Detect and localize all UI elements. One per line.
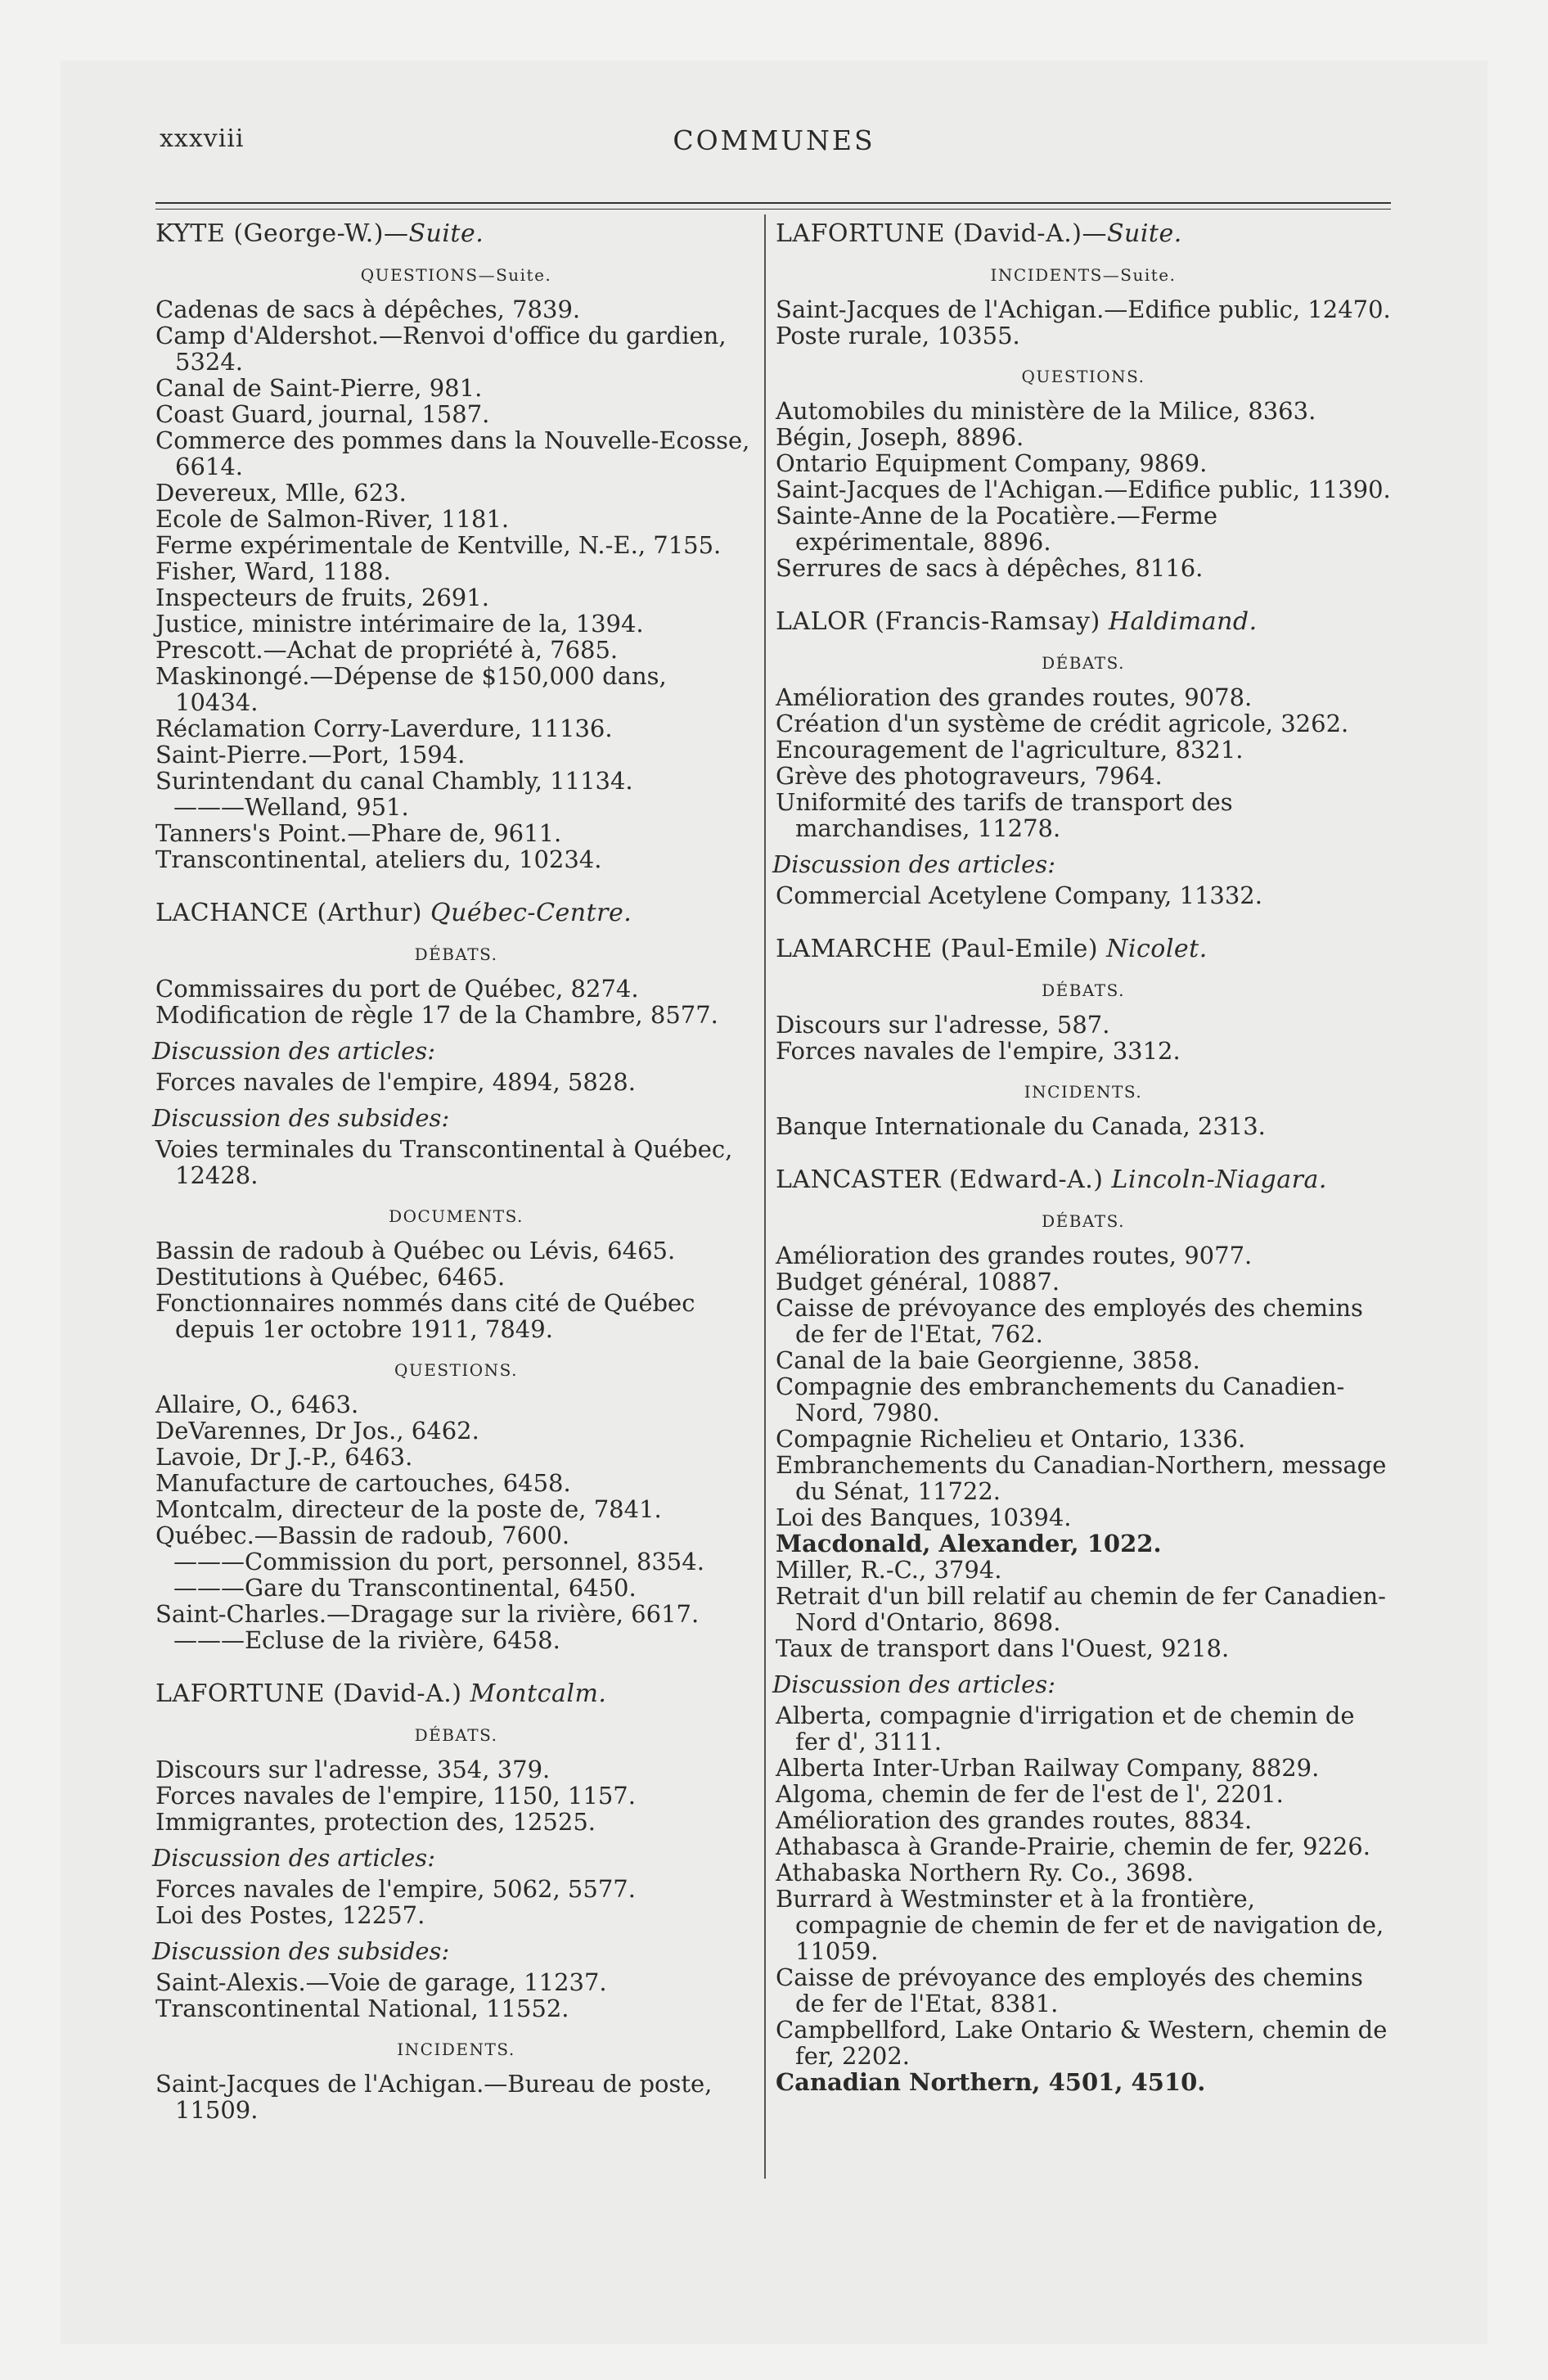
index-entry: Amélioration des grandes routes, 9077. (776, 1242, 1253, 1269)
member-name-text: LAFORTUNE (David-A.) (155, 1679, 470, 1708)
member-name (155, 1681, 757, 1707)
index-subentry: ———Welland, 951. (173, 793, 409, 821)
index-entry: Grève des photograveurs, 7964. (776, 762, 1163, 790)
header-rule (155, 202, 1391, 204)
section-heading: QUESTIONS—Suite. (360, 265, 552, 285)
index-entry: Allaire, O., 6463. (155, 1391, 359, 1418)
index-entry: Inspecteurs de fruits, 2691. (155, 584, 489, 611)
index-entry: Canal de Saint-Pierre, 981. (155, 374, 483, 402)
index-entry: Fonctionnaires nommés dans cité de Québec depuis 1er octobre 1911, 7849. (155, 1289, 695, 1343)
index-entry: Miller, R.-C., 3794. (776, 1556, 1002, 1584)
index-entry: Commercial Acetylene Company, 11332. (776, 881, 1262, 909)
member-name (155, 900, 757, 926)
index-entry: Forces navales de l'empire, 3312. (776, 1037, 1181, 1065)
index-entry: Alberta Inter-Urban Railway Company, 8829. (776, 1754, 1320, 1782)
index-entry: Automobiles du ministère de la Milice, 8363. (776, 397, 1316, 425)
index-entry: Fisher, Ward, 1188. (155, 557, 391, 585)
section-heading: DÉBATS. (1042, 980, 1125, 1000)
index-entry: Forces navales de l'empire, 1150, 1157. (155, 1782, 636, 1810)
index-entry: Canadian Northern, 4501, 4510. (776, 2068, 1206, 2096)
index-entry: Québec.—Bassin de radoub, 7600. (155, 1521, 570, 1549)
index-entry: Ecole de Salmon-River, 1181. (155, 505, 510, 533)
index-entry: Commissaires du port de Québec, 8274. (155, 975, 639, 1003)
member-name-text: LALOR (Francis-Ramsay) (776, 607, 1109, 636)
index-entry: Saint-Jacques de l'Achigan.—Edifice public, 12470. (776, 295, 1391, 323)
index-entry: Compagnie Richelieu et Ontario, 1336. (776, 1425, 1246, 1453)
member-riding: Haldimand. (1108, 607, 1258, 636)
index-entry: Athabasca à Grande-Prairie, chemin de fer, 9226. (776, 1832, 1370, 1860)
page-title: COMMUNES (673, 124, 875, 156)
index-subentry: ———Gare du Transcontinental, 6450. (173, 1574, 637, 1602)
member-riding: Québec-Centre. (430, 899, 632, 927)
index-entry: Bégin, Joseph, 8896. (776, 423, 1024, 451)
index-entry: Forces navales de l'empire, 5062, 5577. (155, 1875, 636, 1903)
page-number: xxxviii (160, 124, 245, 153)
index-entry: Campbellford, Lake Ontario & Western, chemin de fer, 2202. (776, 2016, 1388, 2070)
index-entry: Taux de transport dans l'Ouest, 9218. (776, 1634, 1230, 1662)
index-entry: Devereux, Mlle, 623. (155, 479, 407, 507)
index-entry: Caisse de prévoyance des employés des chemins de fer de l'Etat, 8381. (776, 1963, 1363, 2017)
index-entry: Surintendant du canal Chambly, 11134. (155, 767, 633, 795)
index-entry: Retrait d'un bill relatif au chemin de fer Canadien-Nord d'Ontario, 8698. (776, 1582, 1386, 1636)
index-entry: DeVarennes, Dr Jos., 6462. (155, 1417, 479, 1445)
index-entry: Cadenas de sacs à dépêches, 7839. (155, 295, 581, 323)
index-entry: Saint-Pierre.—Port, 1594. (155, 741, 466, 769)
index-entry: Discours sur l'adresse, 354, 379. (155, 1756, 551, 1783)
index-entry: Canal de la baie Georgienne, 3858. (776, 1346, 1200, 1374)
member-riding: Montcalm. (470, 1679, 607, 1708)
discussion-heading: Discussion des subsides: (152, 1104, 450, 1132)
index-entry: Caisse de prévoyance des employés des chemins de fer de l'Etat, 762. (776, 1294, 1363, 1348)
index-entry: Bassin de radoub à Québec ou Lévis, 6465. (155, 1237, 676, 1264)
discussion-heading: Discussion des articles: (152, 1037, 435, 1065)
index-entry: Loi des Banques, 10394. (776, 1503, 1072, 1531)
index-entry: Ferme expérimentale de Kentville, N.-E., 7155. (155, 531, 722, 559)
section-heading: DÉBATS. (414, 944, 498, 964)
index-entry: Transcontinental, ateliers du, 10234. (155, 845, 602, 873)
left-column (152, 219, 757, 2124)
index-entry: Ontario Equipment Company, 9869. (776, 449, 1208, 477)
index-entry: Forces navales de l'empire, 4894, 5828. (155, 1068, 636, 1096)
index-entry: Transcontinental National, 11552. (155, 1995, 569, 2022)
index-entry: Budget général, 10887. (776, 1268, 1060, 1296)
index-entry: Loi des Postes, 12257. (155, 1901, 425, 1929)
right-column (772, 219, 1391, 2096)
member-name (776, 609, 1391, 635)
member-name-text: KYTE (George-W.)— (155, 219, 409, 248)
discussion-heading: Discussion des subsides: (152, 1937, 450, 1965)
discussion-heading: Discussion des articles: (772, 850, 1055, 878)
index-entry: Compagnie des embranchements du Canadien-Nord, 7980. (776, 1373, 1345, 1427)
index-entry: Discours sur l'adresse, 587. (776, 1011, 1110, 1039)
section-heading: QUESTIONS. (394, 1360, 519, 1380)
member-name (776, 936, 1391, 962)
index-entry: Poste rurale, 10355. (776, 322, 1020, 349)
index-entry: Encouragement de l'agriculture, 8321. (776, 736, 1244, 764)
index-entry: Burrard à Westminster et à la frontière, compagnie de chemin de fer et de navigation de, 11059. (776, 1885, 1384, 1965)
index-entry: Saint-Jacques de l'Achigan.—Edifice public, 11390. (776, 476, 1391, 503)
section-heading: DOCUMENTS. (389, 1206, 524, 1226)
index-entry: Saint-Charles.—Dragage sur la rivière, 6617. (155, 1600, 700, 1628)
index-entry: Destitutions à Québec, 6465. (155, 1263, 506, 1291)
member-name (776, 221, 1391, 247)
section-heading: QUESTIONS. (1021, 367, 1145, 386)
index-entry: Amélioration des grandes routes, 9078. (776, 683, 1253, 711)
member-riding: Suite. (1106, 219, 1182, 248)
index-entry: Serrures de sacs à dépêches, 8116. (776, 554, 1204, 582)
member-name-text: LANCASTER (Edward-A.) (776, 1165, 1112, 1194)
index-entry: Commerce des pommes dans la Nouvelle-Ecosse, 6614. (155, 426, 750, 480)
index-entry: Réclamation Corry-Laverdure, 11136. (155, 714, 613, 742)
index-entry: Macdonald, Alexander, 1022. (776, 1530, 1162, 1557)
column-divider (764, 214, 766, 2179)
member-riding: Suite. (408, 219, 484, 248)
index-entry: Banque Internationale du Canada, 2313. (776, 1112, 1266, 1140)
member-riding: Lincoln-Niagara. (1111, 1165, 1327, 1194)
index-entry: Voies terminales du Transcontinental à Québec, 12428. (155, 1135, 733, 1189)
section-heading: DÉBATS. (1042, 1211, 1125, 1231)
index-entry: Immigrantes, protection des, 12525. (155, 1808, 596, 1836)
index-subentry: ———Ecluse de la rivière, 6458. (173, 1626, 560, 1654)
index-entry: Alberta, compagnie d'irrigation et de chemin de fer d', 3111. (776, 1702, 1355, 1756)
index-entry: Sainte-Anne de la Pocatière.—Ferme expérimentale, 8896. (776, 502, 1218, 556)
index-entry: Lavoie, Dr J.-P., 6463. (155, 1443, 413, 1471)
index-entry: Amélioration des grandes routes, 8834. (776, 1806, 1253, 1834)
index-entry: Camp d'Aldershot.—Renvoi d'office du gardien, 5324. (155, 322, 727, 376)
index-entry: Modification de règle 17 de la Chambre, 8577. (155, 1001, 718, 1029)
index-entry: Athabaska Northern Ry. Co., 3698. (776, 1859, 1194, 1886)
index-entry: Tanners's Point.—Phare de, 9611. (155, 819, 562, 847)
section-heading: INCIDENTS. (397, 2040, 515, 2059)
section-heading: INCIDENTS. (1024, 1082, 1143, 1102)
index-entry: Manufacture de cartouches, 6458. (155, 1469, 571, 1497)
section-heading: INCIDENTS—Suite. (990, 265, 1177, 285)
index-entry: Saint-Jacques de l'Achigan.—Bureau de poste, 11509. (155, 2070, 713, 2124)
index-entry: Embranchements du Canadian-Northern, message du Sénat, 11722. (776, 1451, 1387, 1505)
section-heading: DÉBATS. (414, 1725, 498, 1745)
index-entry: Montcalm, directeur de la poste de, 7841. (155, 1495, 662, 1523)
member-name-text: LACHANCE (Arthur) (155, 899, 430, 927)
index-subentry: ———Commission du port, personnel, 8354. (173, 1548, 704, 1575)
section-heading: DÉBATS. (1042, 653, 1125, 673)
index-entry: Prescott.—Achat de propriété à, 7685. (155, 636, 619, 664)
discussion-heading: Discussion des articles: (152, 1844, 435, 1872)
member-riding: Nicolet. (1106, 935, 1208, 963)
index-entry: Saint-Alexis.—Voie de garage, 11237. (155, 1968, 607, 1996)
member-name (155, 221, 757, 247)
member-name-text: LAMARCHE (Paul-Emile) (776, 935, 1107, 963)
member-name-text: LAFORTUNE (David-A.)— (776, 219, 1107, 248)
index-entry: Création d'un système de crédit agricole, 3262. (776, 710, 1349, 737)
index-entry: Coast Guard, journal, 1587. (155, 400, 490, 428)
index-entry: Maskinongé.—Dépense de $150,000 dans, 10434. (155, 662, 667, 716)
header-rule (155, 209, 1391, 210)
index-entry: Justice, ministre intérimaire de la, 1394. (155, 610, 644, 638)
index-entry: Algoma, chemin de fer de l'est de l', 2201. (776, 1780, 1284, 1808)
member-name (776, 1167, 1391, 1193)
index-entry: Uniformité des tarifs de transport des marchandises, 11278. (776, 788, 1233, 842)
discussion-heading: Discussion des articles: (772, 1670, 1055, 1698)
